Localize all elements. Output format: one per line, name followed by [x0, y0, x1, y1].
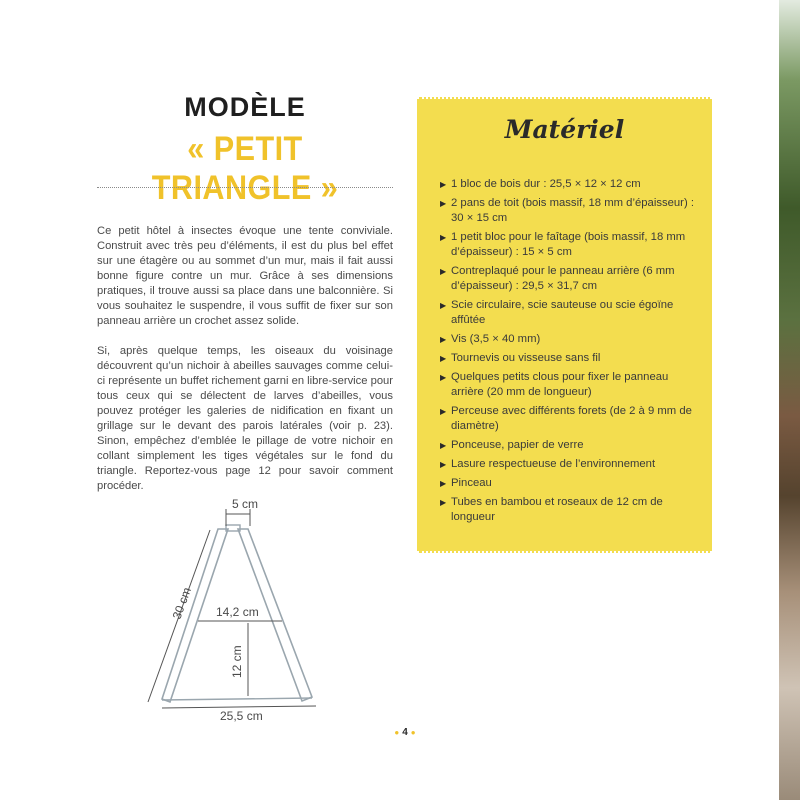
list-item [429, 332, 699, 347]
list-item [429, 438, 699, 453]
bullet-icon: ▶ [440, 267, 447, 276]
list-item-text: Pinceau [451, 477, 492, 489]
list-item-text: Lasure respectueuse de l’environnement [451, 458, 656, 470]
dot-icon: ● [394, 727, 400, 737]
list-item-text: 1 bloc de bois dur : 25,5 × 12 × 12 cm [451, 178, 641, 190]
list-item-text: Quelques petits clous pour fixer le panneau arrière (20 mm de longueur) [451, 371, 669, 398]
paragraph-1: Ce petit hôtel à insectes évoque une tente conviviale. Construit avec très peu d’éléments, il est du plus bel effet sur une étagère ou au sommet d’un mur, mais il fait aussi bonne figure contre un mur. Grâce à ses dimensions pratiques, il trouve aussi sa place dans une balconnière. Si vous souhaitez le suspendre, il vous suffit de fixer sur son panneau arrière un crochet assez solide. [97, 225, 393, 327]
list-item-text: Tubes en bambou et roseaux de 12 cm de longueur [451, 496, 663, 523]
intro-text [97, 224, 393, 509]
base-line [162, 698, 312, 700]
list-item-text: Contreplaqué pour le panneau arrière (6 mm d’épaisseur) : 29,5 × 31,7 cm [451, 265, 675, 292]
list-item [429, 476, 699, 491]
height-label: 12 cm [230, 645, 244, 678]
bullet-icon: ▶ [440, 498, 447, 507]
list-item [429, 404, 699, 434]
triangle-diagram [140, 492, 340, 722]
base-width-label: 25,5 cm [220, 709, 263, 722]
list-item-text: Scie circulaire, scie sauteuse ou scie égoïne affûtée [451, 299, 674, 326]
bullet-icon: ▶ [440, 233, 447, 242]
side-length-label: 30 cm [169, 585, 194, 622]
list-item [429, 264, 699, 294]
bullet-icon: ▶ [440, 354, 447, 363]
list-item [429, 196, 699, 226]
list-item-text: Perceuse avec différents forets (de 2 à 9 mm de diamètre) [451, 405, 692, 432]
list-item [429, 370, 699, 400]
bullet-icon: ▶ [440, 479, 447, 488]
list-item-text: Tournevis ou visseuse sans fil [451, 352, 601, 364]
list-item [429, 457, 699, 472]
bullet-icon: ▶ [440, 460, 447, 469]
bullet-icon: ▶ [440, 441, 447, 450]
bullet-icon: ▶ [440, 301, 447, 310]
list-item-text: 2 pans de toit (bois massif, 18 mm d’épaisseur) : 30 × 15 cm [451, 197, 694, 224]
bullet-icon: ▶ [440, 180, 447, 189]
base-dimension-line [162, 706, 316, 708]
bullet-icon: ▶ [440, 407, 447, 416]
paragraph-2: Si, après quelque temps, les oiseaux du voisinage découvrent qu’un nichoir à abeilles sauvages comme celui-ci représente un buffet richement garni en libre-service pour tous ceux qui se délectent de larves d’abeilles, vous pouvez protéger les galeries de nidification en fixant un grillage sur le devant des parois latérales (voir p. 23). Sinon, empêchez d’emblée le pillage de votre nichoir en collant simplement les tiges végétales sur le fond du triangle. Reportez-vous page 12 pour savoir comment procéder. [97, 345, 393, 492]
page-title: « PETIT TRIANGLE » [151, 130, 339, 207]
dot-icon: ● [410, 727, 416, 737]
list-item [429, 177, 699, 192]
bullet-icon: ▶ [440, 335, 447, 344]
title-kicker: MODÈLE [184, 92, 306, 122]
top-width-label: 5 cm [232, 497, 259, 511]
list-item [429, 230, 699, 260]
materials-title: Matériel [504, 115, 625, 144]
materials-panel [417, 97, 712, 553]
list-item [429, 495, 699, 525]
page-number-value: 4 [402, 727, 408, 738]
side-photo [779, 0, 800, 800]
bullet-icon: ▶ [440, 199, 447, 208]
list-item [429, 298, 699, 328]
title-divider [97, 187, 393, 188]
list-item-text: 1 petit bloc pour le faîtage (bois massif, 18 mm d’épaisseur) : 15 × 5 cm [451, 231, 686, 258]
page-number [380, 727, 430, 738]
materials-list [429, 177, 699, 529]
list-item [429, 351, 699, 366]
list-item-text: Vis (3,5 × 40 mm) [451, 333, 541, 345]
bullet-icon: ▶ [440, 373, 447, 382]
mid-width-label: 14,2 cm [216, 605, 259, 619]
list-item-text: Ponceuse, papier de verre [451, 439, 584, 451]
